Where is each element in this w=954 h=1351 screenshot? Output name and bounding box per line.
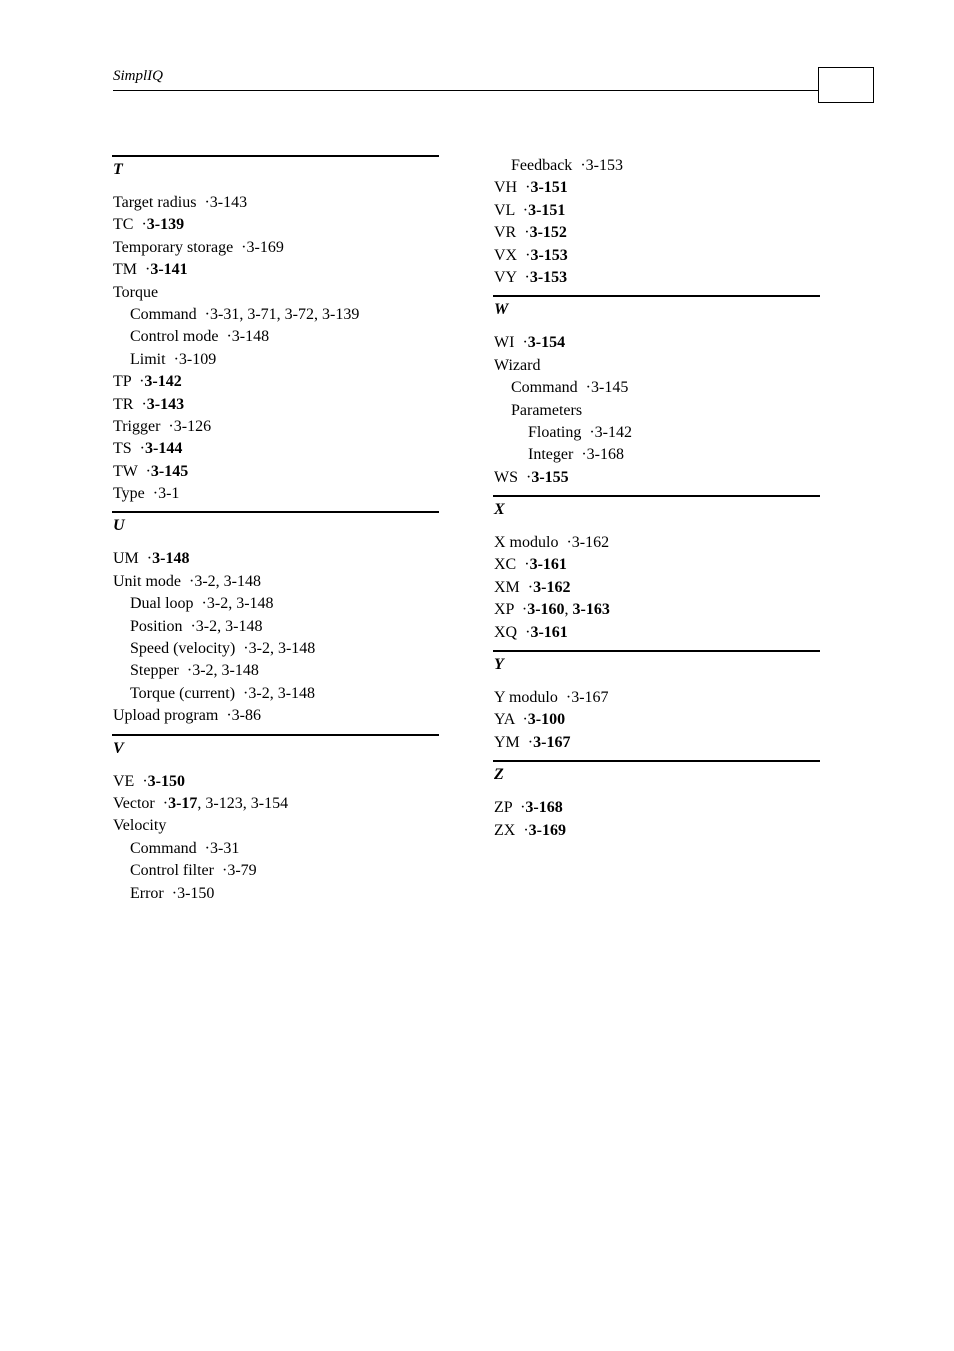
index-entry-label: Control filter [130, 862, 214, 880]
index-entry-label: Stepper [130, 662, 179, 680]
index-dot-separator: · [196, 839, 210, 857]
index-entry-label: WI [494, 334, 515, 352]
section-letter-heading: V [113, 739, 124, 757]
index-entry-label: XC [494, 556, 517, 574]
index-dot-separator: · [577, 379, 591, 397]
index-entry [112, 815, 439, 837]
page-reference[interactable]: 3-154 [527, 334, 566, 352]
index-entry-label: ZP [494, 799, 513, 817]
index-entry [112, 438, 439, 460]
index-entry-label: VY [494, 268, 517, 286]
page-reference[interactable]: 3-148 [221, 662, 259, 680]
index-dot-separator: · [182, 617, 196, 635]
index-entry [493, 355, 820, 377]
index-dot-separator: · [517, 179, 531, 197]
section-letter-heading: X [494, 501, 505, 519]
index-section-w [493, 295, 820, 489]
index-dot-separator: · [163, 884, 178, 902]
index-entry [493, 797, 820, 819]
index-dot-separator: · [516, 268, 530, 286]
header-rule [113, 90, 819, 91]
page-reference[interactable]: 3-2 [206, 595, 229, 613]
index-entry [493, 222, 820, 244]
page-reference[interactable]: 3-148 [277, 684, 316, 702]
page-number-box [818, 67, 874, 103]
index-column-right [493, 155, 820, 848]
index-dot-separator: · [235, 684, 249, 702]
page-reference[interactable]: 3-154 [250, 794, 289, 812]
page-reference[interactable]: 3-148 [236, 595, 274, 613]
index-entry [112, 349, 439, 371]
index-entry [112, 282, 439, 304]
index-entry-label: XM [494, 578, 520, 596]
index-dot-separator: · [178, 662, 193, 680]
page-reference[interactable]: 3-2 [248, 640, 270, 658]
index-entry-label: Vector [113, 794, 155, 812]
index-entry: XP ·3-160, 3-163 [494, 601, 610, 619]
page-reference[interactable]: 3-145 [150, 462, 189, 480]
section-letter-heading: W [494, 301, 509, 319]
index-entry: Unit mode ·3-2, 3-148 [113, 572, 261, 590]
index-entry-label: Control mode [130, 328, 219, 346]
index-entry-label: Type [113, 485, 145, 503]
page-reference[interactable]: 3-148 [152, 550, 190, 568]
page-reference[interactable]: 3-163 [572, 601, 610, 619]
index-entry: Vector ·3-17, 3-123, 3-154 [113, 794, 289, 812]
index-entry [112, 860, 439, 882]
section-letter-heading: Y [494, 656, 504, 674]
index-dot-separator: · [517, 246, 531, 264]
index-entry-label: YM [494, 733, 520, 751]
index-dot-separator: · [218, 328, 232, 346]
index-entry [112, 838, 439, 860]
index-dot-separator: · [134, 772, 148, 790]
index-entry-label: XQ [494, 623, 518, 641]
page-reference[interactable]: 3-153 [530, 246, 568, 264]
page-reference[interactable]: 3-148 [231, 328, 270, 346]
page-reference[interactable]: 3-31 [210, 305, 240, 323]
index-dot-separator: · [196, 305, 210, 323]
page-reference[interactable]: 3-86 [231, 707, 261, 725]
index-dot-separator: · [154, 794, 169, 812]
page-reference[interactable]: 3-168 [586, 446, 624, 464]
index-entry [493, 532, 820, 554]
page-reference[interactable]: 3-153 [529, 268, 568, 286]
index-section-y [493, 650, 820, 754]
index-entry-label: VX [494, 246, 518, 264]
index-entry-label: TP [113, 373, 132, 391]
index-dot-separator: · [131, 440, 145, 458]
index-entry-label: TM [113, 261, 137, 279]
index-entry-label: XP [494, 601, 514, 619]
index-section-v [112, 734, 439, 905]
index-entry-label: UM [113, 550, 139, 568]
page-reference[interactable]: 3-162 [571, 534, 610, 552]
index-entry: Position ·3-2, 3-148 [130, 617, 263, 635]
page-reference[interactable]: 3-142 [144, 373, 182, 391]
index-dot-separator: · [133, 216, 147, 234]
index-entry-label: X modulo [494, 534, 559, 552]
page-reference[interactable]: 3-139 [321, 305, 360, 323]
page-reference[interactable]: 3-161 [529, 556, 567, 574]
index-dot-separator: · [144, 485, 159, 503]
index-dot-separator: · [558, 534, 572, 552]
page-reference[interactable]: 3-17 [168, 794, 198, 812]
page-reference[interactable]: 3-152 [529, 224, 567, 242]
index-entry-label: VH [494, 179, 518, 197]
index-entry [112, 259, 439, 281]
section-letter-heading: T [113, 161, 123, 178]
index-entry-label: VL [494, 201, 515, 219]
index-entry [493, 200, 820, 222]
index-entry [493, 732, 820, 754]
index-section-t [112, 155, 439, 505]
index-entry: Dual loop ·3-2, 3-148 [130, 595, 274, 613]
index-entry [112, 883, 439, 905]
page-reference[interactable]: 3-168 [525, 799, 563, 817]
index-entry [112, 192, 439, 214]
index-entry [112, 394, 439, 416]
index-entry: Torque (current) ·3-2, 3-148 [130, 684, 316, 702]
page-reference[interactable]: 3-1 [158, 485, 180, 503]
index-entry-label: Integer [528, 446, 574, 464]
page-reference[interactable]: 3-151 [530, 179, 568, 197]
index-dot-separator: · [181, 572, 195, 590]
index-entry [112, 548, 439, 570]
index-entry-label: Target radius [113, 194, 197, 211]
page-reference[interactable]: 3-31 [210, 839, 240, 857]
page-reference[interactable]: 3-143 [209, 194, 248, 211]
page-reference[interactable]: 3-151 [528, 201, 566, 219]
index-dot-separator: · [519, 578, 534, 596]
index-entry-label: Limit [130, 350, 166, 368]
index-dot-separator: · [514, 201, 529, 219]
index-entry [112, 483, 439, 505]
index-entry-label: TW [113, 462, 138, 480]
index-entry [493, 245, 820, 267]
page-reference[interactable]: 3-2 [195, 617, 218, 635]
index-column-left [112, 155, 439, 911]
index-entry-label: Dual loop [130, 595, 194, 613]
page-reference[interactable]: 3-79 [227, 862, 257, 880]
page-reference[interactable]: 3-150 [147, 772, 185, 790]
index-entry-label: YA [494, 711, 515, 729]
page-reference[interactable]: 3-142 [594, 423, 632, 441]
page-reference[interactable]: 3-139 [146, 216, 185, 234]
index-entry-label: Feedback [511, 157, 573, 174]
index-entry: Speed (velocity) ·3-2, 3-148 [130, 640, 316, 658]
index-dot-separator: · [235, 640, 249, 658]
section-letter-heading: U [113, 517, 125, 535]
index-entry [112, 416, 439, 438]
index-entry [493, 820, 820, 842]
index-entry [112, 326, 439, 348]
index-dot-separator: · [233, 238, 247, 256]
index-entry-label: Error [130, 884, 164, 902]
index-entry [112, 214, 439, 236]
index-entry-label: Upload program [113, 707, 219, 725]
index-section-u [112, 511, 439, 727]
index-entry [493, 554, 820, 576]
page-reference[interactable]: 3-109 [178, 350, 217, 368]
index-entry [493, 444, 820, 466]
page-reference[interactable]: 3-169 [246, 238, 284, 256]
page-reference[interactable]: 3-144 [145, 440, 183, 458]
index-dot-separator: · [137, 261, 151, 279]
index-entry-label: Command [511, 379, 578, 397]
index-entry [493, 622, 820, 644]
page-reference[interactable]: 3-2 [248, 684, 270, 702]
index-dot-separator: · [133, 395, 147, 413]
page-reference[interactable]: 3-2 [194, 572, 216, 590]
index-dot-separator: · [517, 623, 531, 641]
page-reference[interactable]: 3-167 [533, 733, 571, 751]
index-entry-label: Unit mode [113, 572, 181, 590]
index-entry-label: WS [494, 468, 518, 486]
index-dot-separator: · [514, 334, 528, 352]
index-dot-separator: · [218, 707, 232, 725]
page-reference[interactable]: 3-153 [585, 157, 623, 174]
index-entry: Stepper ·3-2, 3-148 [130, 662, 259, 680]
index-entry-label: VR [494, 224, 517, 242]
page-reference[interactable]: 3-150 [177, 884, 215, 902]
section-letter-heading: Z [494, 766, 504, 784]
index-entry [112, 705, 439, 727]
page-reference[interactable]: 3-72 [284, 305, 314, 323]
page-reference[interactable]: 3-162 [533, 578, 571, 596]
index-entry-label: Torque [113, 283, 159, 301]
index-entry-label: Position [130, 617, 183, 635]
index-entry [493, 155, 820, 177]
index-entry-label: VE [113, 772, 135, 790]
index-entry [112, 371, 439, 393]
index-dot-separator: · [196, 194, 210, 211]
index-entry-label: Speed (velocity) [130, 640, 236, 658]
index-entry-label: Command [130, 839, 197, 857]
page-reference[interactable]: 3-145 [591, 379, 629, 397]
index-dot-separator: · [213, 862, 228, 880]
index-dot-separator: · [516, 556, 530, 574]
index-entry [493, 467, 820, 489]
page-reference[interactable]: 3-71 [247, 305, 277, 323]
index-dot-separator: · [572, 157, 586, 174]
index-entry: Command ·3-31, 3-71, 3-72, 3-139 [130, 305, 360, 323]
index-dot-separator: · [557, 689, 572, 707]
page-reference[interactable]: 3-155 [531, 468, 569, 486]
page-reference[interactable]: 3-100 [527, 711, 566, 729]
index-dot-separator: · [516, 224, 530, 242]
page-reference[interactable]: 3-148 [223, 572, 261, 590]
page-reference[interactable]: 3-167 [571, 689, 609, 707]
index-dot-separator: · [513, 601, 528, 619]
index-entry-label: Command [130, 305, 197, 323]
index-entry [112, 461, 439, 483]
page-reference[interactable]: 3-123 [205, 794, 243, 812]
index-entry-label: TC [113, 216, 134, 234]
index-entry [112, 771, 439, 793]
running-header-title: SimplIQ [113, 68, 163, 84]
index-dot-separator: · [137, 462, 151, 480]
index-section-x [493, 495, 820, 644]
page-reference[interactable]: 3-126 [173, 417, 212, 435]
index-dot-separator: · [573, 446, 587, 464]
index-entry [493, 422, 820, 444]
page-reference[interactable]: 3-148 [225, 617, 263, 635]
index-entry-label: Y modulo [494, 689, 558, 707]
page-reference[interactable]: 3-160 [527, 601, 565, 619]
page-reference[interactable]: 3-2 [192, 662, 214, 680]
index-dot-separator: · [165, 350, 179, 368]
index-dot-separator: · [193, 595, 207, 613]
index-entry-label: Floating [528, 423, 582, 441]
index-dot-separator: · [512, 799, 526, 817]
page-reference[interactable]: 3-161 [530, 623, 568, 641]
index-dot-separator: · [138, 550, 153, 568]
page-reference[interactable]: 3-148 [277, 640, 316, 658]
page-reference[interactable]: 3-169 [528, 821, 566, 839]
index-entry [493, 377, 820, 399]
index-dot-separator: · [581, 423, 595, 441]
index-entry-label: Trigger [113, 417, 161, 435]
index-entry [493, 709, 820, 731]
index-dot-separator: · [131, 373, 145, 391]
index-dot-separator: · [160, 417, 174, 435]
index-entry-label: TS [113, 440, 132, 458]
index-entry-label: Wizard [494, 356, 541, 374]
index-entry [493, 577, 820, 599]
index-dot-separator: · [518, 468, 532, 486]
index-entry [493, 177, 820, 199]
index-section-z [493, 760, 820, 842]
index-dot-separator: · [514, 711, 528, 729]
index-dot-separator: · [519, 733, 534, 751]
index-dot-separator: · [515, 821, 529, 839]
page-reference[interactable]: 3-141 [150, 261, 188, 279]
index-entry-label: Velocity [113, 817, 167, 835]
index-entry [493, 332, 820, 354]
index-entry [112, 237, 439, 259]
index-entry-label: TR [113, 395, 134, 413]
index-entry [493, 687, 820, 709]
index-entry-label: Torque (current) [130, 684, 236, 702]
index-entry-label: ZX [494, 821, 516, 839]
index-entry [493, 267, 820, 289]
index-entry-label: Parameters [511, 401, 583, 419]
index-entry [493, 400, 820, 422]
index-entry-label: Temporary storage [113, 238, 234, 256]
page-reference[interactable]: 3-143 [146, 395, 185, 413]
